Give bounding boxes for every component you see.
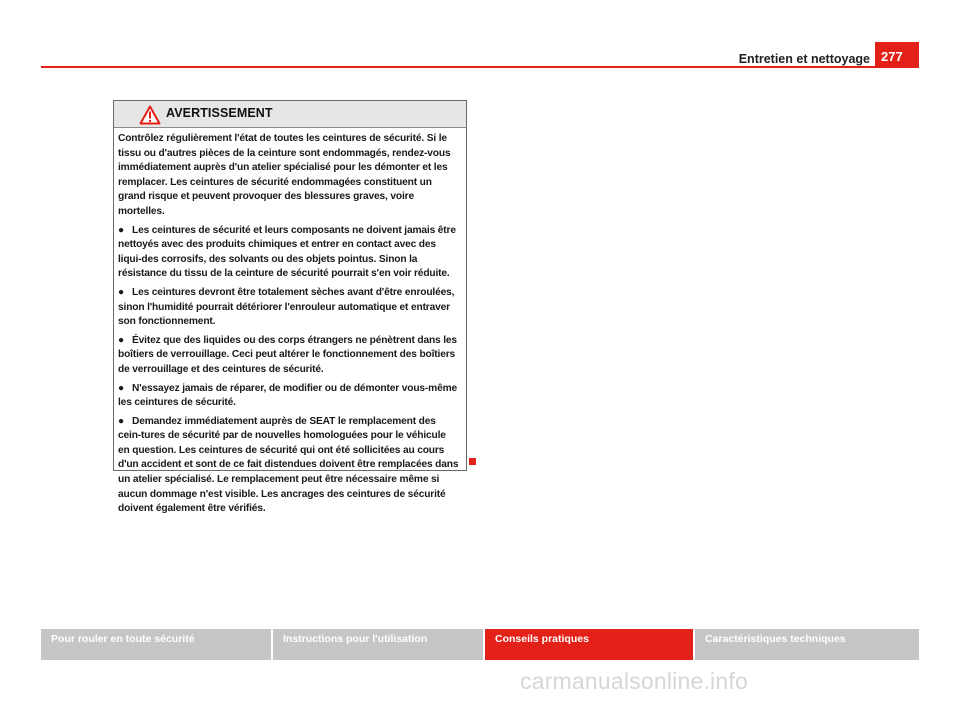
tab-caracteristiques-techniques[interactable]: Caractéristiques techniques bbox=[695, 629, 919, 660]
page-number: 277 bbox=[875, 42, 919, 68]
bullet-icon: ● bbox=[118, 415, 125, 427]
footer-navigation bbox=[41, 629, 919, 660]
warning-header bbox=[114, 101, 466, 128]
tab-conseils-pratiques[interactable]: Conseils pratiques bbox=[485, 629, 695, 660]
watermark: carmanualsonline.info bbox=[520, 668, 748, 694]
bullet-icon: ● bbox=[118, 286, 125, 298]
warning-title: AVERTISSEMENT bbox=[166, 106, 273, 120]
warning-bullet: ● Évitez que des liquides ou des corps étrangers ne pénètrent dans les boîtiers de verrouillage. Ceci peut altérer le fonctionnement des boîtiers de verrouillage et des ceintures de sécurité. bbox=[118, 334, 457, 375]
end-of-section-marker bbox=[469, 458, 476, 465]
tab-pour-rouler-en-toute-securite[interactable]: Pour rouler en toute sécurité bbox=[41, 629, 273, 660]
warning-bullet: ● Les ceintures devront être totalement sèches avant d'être enroulées, sinon l'humidité pourrait détériorer l'enrouleur automatique et entraver son fonctionnement. bbox=[118, 286, 455, 328]
warning-intro: Contrôlez régulièrement l'état de toutes les ceintures de sécurité. Si le tissu ou d'autres pièces de la ceinture sont endommagés, rendez-vous immédiatement auprès d'un atelier spécialisé pour les démonter et les remplacer. Les ceintures de sécurité endommagées constituent un grand risque et peuvent provoquer des blessures graves, voire mortelles. bbox=[118, 133, 451, 217]
warning-body bbox=[114, 128, 466, 517]
section-title: Entretien et nettoyage bbox=[738, 52, 870, 66]
warning-bullet: ● Les ceintures de sécurité et leurs composants ne doivent jamais être nettoyés avec des produits chimiques et entrer en contact avec des liqui-des corrosifs, des solvants ou des objets pointus. Sinon la résistance du tissu de la ceinture de sécurité pourrait s'en voir réduite. bbox=[118, 224, 456, 280]
tab-instructions-pour-utilisation[interactable]: Instructions pour l'utilisation bbox=[273, 629, 485, 660]
warning-triangle-icon bbox=[139, 105, 161, 125]
warning-box bbox=[113, 100, 467, 515]
header-divider bbox=[41, 66, 919, 68]
warning-bullet: ● N'essayez jamais de réparer, de modifier ou de démonter vous-même les ceintures de sécurité. bbox=[118, 382, 458, 409]
warning-bullet: ● Demandez immédiatement auprès de SEAT le remplacement des cein-tures de sécurité par de nouvelles homologuées pour le véhicule en question. Les ceintures de sécurité qui ont été sollicitées au cours d'un accident et sont de ce fait distendues doivent être remplacées dans un atelier spécialisé. Le remplacement peut être nécessaire même si aucun dommage n'est visible. Les ancrages des ceintures de sécurité doivent également être vérifiés. bbox=[118, 415, 459, 515]
bullet-icon: ● bbox=[118, 224, 125, 236]
bullet-icon: ● bbox=[118, 382, 125, 394]
bullet-icon: ● bbox=[118, 334, 125, 346]
